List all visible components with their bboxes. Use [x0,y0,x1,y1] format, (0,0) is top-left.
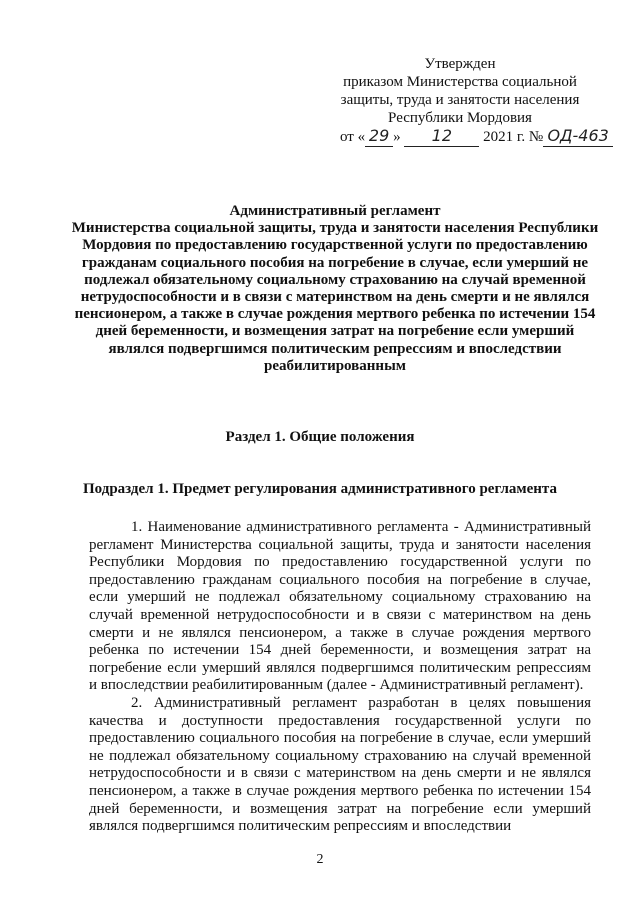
paragraph-1: 1. Наименование административного регламента - Административный регламент Министерства социальной защиты, труда и занятости населения Республики Мордовия по предоставлению государственной услуги по предоставлению гражданам социального пособия на погребение в случае, если умерший не подлежал обязательному социальному страхованию на случай временной нетрудоспособности и в связи с материнством на день смерти и не являлся пенсионером, а также в случае рождения мертвого ребенка по истечении 154 дней беременности, и возмещения затрат на погребение если умерший являлся подвергшимся политическим репрессиям и впоследствии реабилитированным (далее - Административный регламент). [89,519,591,694]
approval-region-line: Республики Мордовия [388,110,532,126]
date-day-field [365,127,393,147]
document-title [70,203,600,375]
order-number-field [543,127,613,147]
date-year: 2021 г. [483,129,526,145]
paragraph-2: 2. Административный регламент разработан в целях повышения качества и доступности предоставления государственной услуги по предоставлению социального пособия на погребение в случае, если умерший не подлежал обязательному социальному страхованию на случай временной нетрудоспособности и в связи с материнством на день смерти и не являлся пенсионером, а также в случае рождения мертвого ребенка по истечении 154 дней беременности, и возмещения затрат на погребение если умерший являлся подвергшимся политическим репрессиям и впоследствии [89,694,591,835]
subsection-heading: Подраздел 1. Предмет регулирования административного регламента [83,481,557,497]
number-prefix: № [528,129,544,145]
approval-order-line: приказом Министерства социальной [343,74,577,90]
title-heading: Административный регламент [229,203,441,219]
date-month-field [404,127,479,147]
page-number: 2 [316,852,324,867]
date-prefix: от « [340,129,366,145]
title-full-name: Министерства социальной защиты, труда и занятости населения Республики Мордовия по предоставлению государственной услуги по предоставлению гражданам социального пособия на погребение в случае, если умерший не подлежал обязательному социальному страхованию на случай временной нетрудоспособности и в связи с материнством на день смерти и не являлся пенсионером, а также в случае рождения мертвого ребенка по истечении 154 дней беременности, и возмещения затрат на погребение если умерший являлся подвергшимся политическим репрессиям и впоследствии реабилитированным [71,220,599,374]
date-month: 12 [431,126,453,145]
approval-date-line [300,127,620,147]
approval-ministry-line: защиты, труда и занятости населения [340,92,580,108]
section-heading: Раздел 1. Общие положения [225,429,415,445]
date-day-close: » [393,129,401,145]
date-day: 29 [368,126,390,145]
order-number: ОД-463 [547,126,609,145]
approval-stamp [300,55,620,147]
body-text [89,519,591,836]
approval-title: Утвержден [424,56,496,72]
